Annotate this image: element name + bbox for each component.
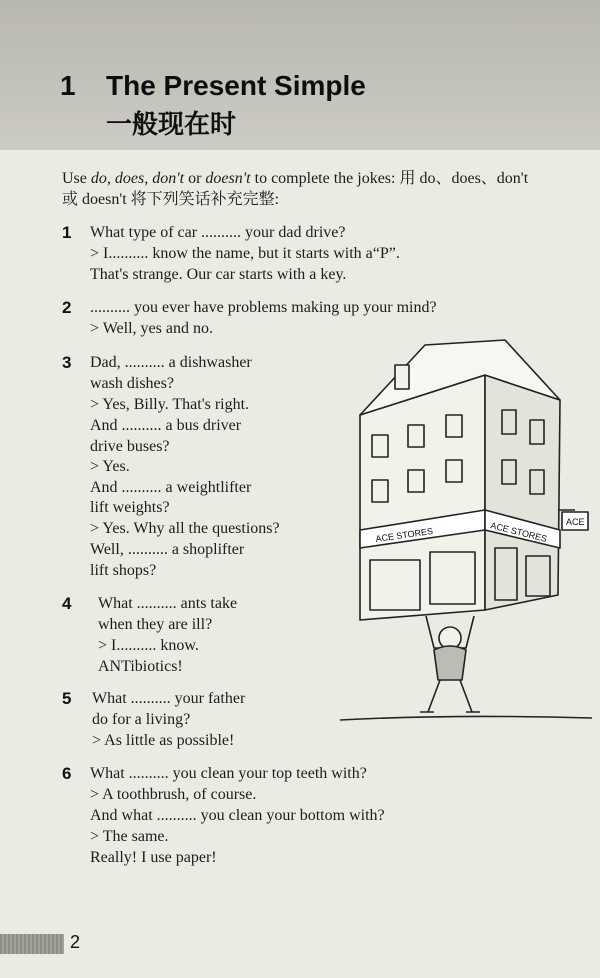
lifter-torso: [434, 646, 466, 680]
item-number: 2: [62, 298, 72, 317]
joke-line: drive buses?: [90, 438, 170, 455]
joke-line: > Yes, Billy. That's right.: [90, 396, 250, 413]
joke-line: And .......... a weightlifter: [90, 479, 252, 496]
hanging-sign-text: ACE: [566, 517, 585, 527]
word-doesnt: doesn't: [205, 170, 251, 187]
joke-line: > Yes. Why all the questions?: [90, 520, 280, 537]
joke-line: > I.......... know the name, but it starts with a“P”.: [90, 245, 400, 262]
page-number: 2: [70, 932, 81, 952]
word-does: does: [114, 170, 145, 187]
joke-line: > A toothbrush, of course.: [90, 786, 257, 803]
page-edge-tab: [0, 934, 64, 954]
instructions: [62, 168, 582, 210]
joke-line: > As little as possible!: [92, 732, 235, 749]
ground-line: [340, 716, 592, 720]
joke-line: lift shops?: [90, 562, 157, 579]
instructions-line-1: [62, 168, 582, 189]
item-number: 6: [62, 764, 72, 783]
joke-line: wash dishes?: [90, 375, 174, 392]
item-number: 1: [62, 223, 72, 242]
joke-line: What .......... your father: [92, 690, 246, 707]
instructions-rest: to complete the jokes: 用 do、does、don't: [250, 170, 529, 187]
joke-line: Dad, .......... a dishwasher: [90, 354, 252, 371]
front-sign-text: ACE STORES: [374, 526, 434, 544]
joke-line: What .......... ants take: [98, 595, 238, 612]
chapter-title-chinese: 一般现在时: [106, 110, 237, 140]
joke-line: lift weights?: [90, 499, 170, 516]
joke-line: ANTibiotics!: [98, 658, 183, 675]
instructions-lead: Use: [62, 170, 87, 187]
comma: ,: [144, 170, 149, 187]
joke-line: > Yes.: [90, 458, 130, 475]
lifter-legs: [428, 680, 472, 712]
weightlifter-shop-illustration: [330, 320, 598, 740]
item-number: 5: [62, 689, 72, 708]
joke-line: > Well, yes and no.: [90, 320, 213, 337]
building-side: [485, 375, 560, 610]
item-number: 4: [62, 594, 72, 613]
joke-line: And what .......... you clean your bottom with?: [90, 807, 385, 824]
joke-line: Well, .......... a shoplifter: [90, 541, 245, 558]
joke-line: > I.......... know.: [98, 637, 199, 654]
chapter-number: 1: [60, 70, 76, 101]
word-do: do: [90, 170, 107, 187]
joke-line: That's strange. Our car starts with a key.: [90, 266, 347, 283]
building-front: [360, 375, 485, 620]
joke-line: when they are ill?: [98, 616, 213, 633]
joke-line: Really! I use paper!: [90, 849, 217, 866]
joke-line: What .......... you clean your top teeth with?: [90, 765, 367, 782]
comma: ,: [106, 170, 111, 187]
instructions-line-2: 或 doesn't 将下列笑话补充完整:: [62, 191, 280, 208]
joke-line: And .......... a bus driver: [90, 417, 242, 434]
chimney: [395, 365, 409, 389]
or-word: or: [184, 170, 202, 187]
item-number: 3: [62, 353, 72, 372]
word-dont: don't: [152, 170, 185, 187]
chapter-title: The Present Simple: [106, 70, 366, 101]
side-sign-text: ACE STORES: [489, 520, 549, 544]
joke-line: do for a living?: [92, 711, 191, 728]
joke-line: What type of car .......... your dad drive?: [90, 224, 346, 241]
joke-line: .......... you ever have problems making up your mind?: [90, 299, 437, 316]
joke-line: > The same.: [90, 828, 169, 845]
